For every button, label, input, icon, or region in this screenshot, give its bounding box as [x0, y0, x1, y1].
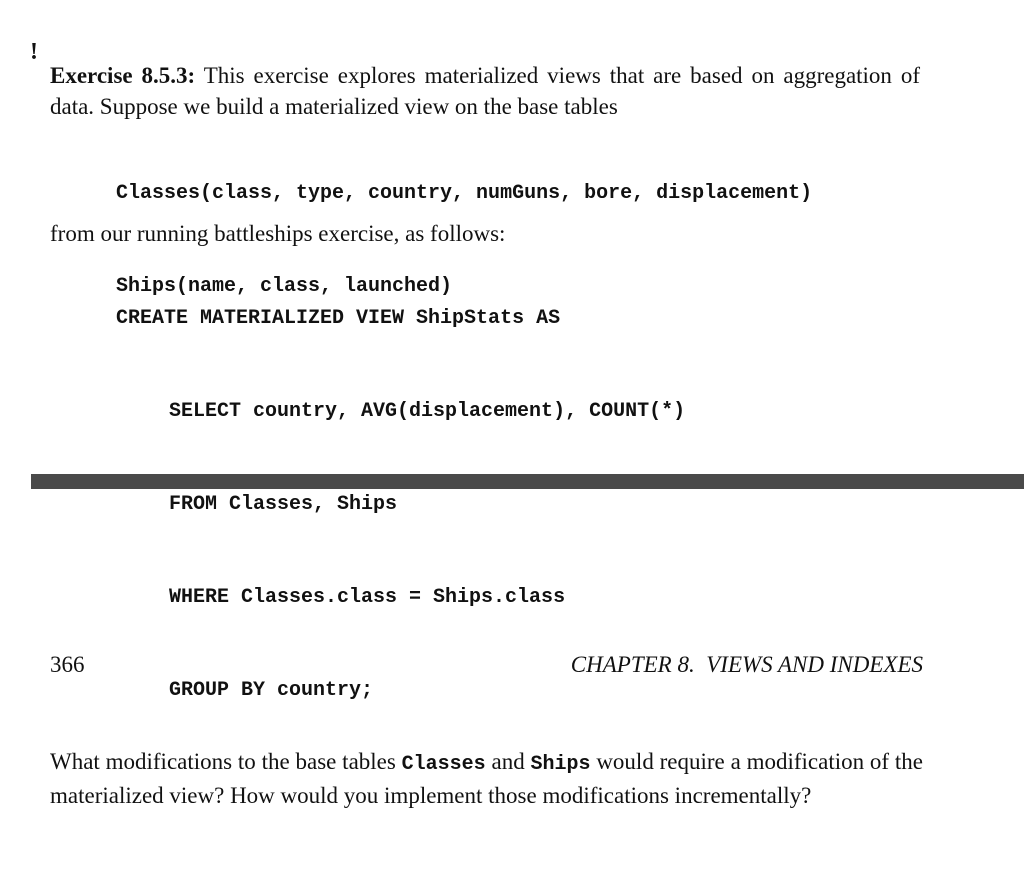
- sql-line-where: WHERE Classes.class = Ships.class: [169, 586, 566, 609]
- sql-line-select: SELECT country, AVG(displacement), COUNT(*): [169, 400, 686, 423]
- sql-line-from: FROM Classes, Ships: [169, 493, 398, 516]
- bridge-paragraph: from our running battleships exercise, as follows:: [50, 221, 506, 246]
- chapter-running-head: CHAPTER 8. VIEWS AND INDEXES: [570, 652, 923, 677]
- ships-inline-code: Ships: [530, 753, 591, 776]
- page-number: 366: [50, 652, 85, 677]
- page-divider: [31, 474, 1024, 489]
- sql-code-block: [116, 241, 685, 768]
- exercise-label: Exercise 8.5.3:: [50, 63, 196, 88]
- difficulty-marker: !: [30, 39, 38, 65]
- exercise-intro: This exercise explores materialized views that are based on aggregation of data. Suppose we build a materialized view on the base tables: [50, 63, 921, 119]
- exercise-paragraph: [50, 60, 920, 122]
- sql-line-create: CREATE MATERIALIZED VIEW ShipStats AS: [116, 307, 561, 330]
- sql-line-group-by: GROUP BY country;: [169, 679, 374, 702]
- question-paragraph: [50, 746, 923, 811]
- ships-schema: Ships(name, class, launched): [116, 275, 453, 298]
- classes-schema: Classes(class, type, country, numGuns, bore, displacement): [116, 182, 813, 205]
- question-part-1: What modifications to the base tables: [50, 749, 402, 774]
- question-part-2: and: [485, 749, 531, 774]
- question-part-3: would require a modification of the materialized view? How would you implement those modifications incrementally?: [50, 749, 923, 808]
- classes-inline-code: Classes: [401, 753, 486, 776]
